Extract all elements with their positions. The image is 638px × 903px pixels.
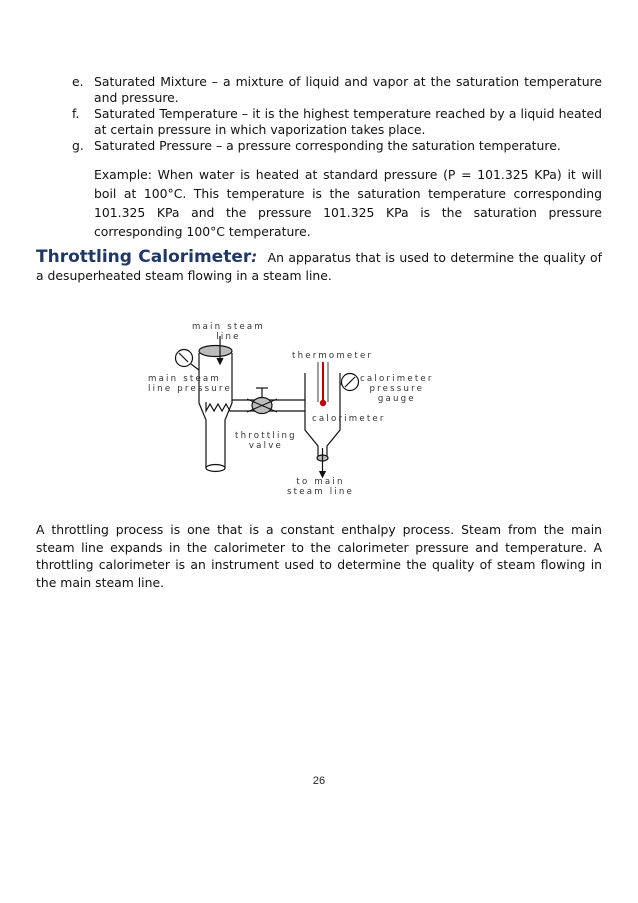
label-thermometer: thermometer xyxy=(292,351,374,361)
label-main-steam-line: main steam line xyxy=(192,322,265,342)
main-gauge-connector xyxy=(191,364,199,370)
list-marker: g. xyxy=(72,138,84,153)
section-throttling-calorimeter xyxy=(36,248,602,285)
list-item-e xyxy=(72,74,602,106)
list-item-g xyxy=(72,138,602,154)
list-text: Saturated Mixture – a mixture of liquid and vapor at the saturation temperature and pressure. xyxy=(94,74,602,106)
label-main-steam-line-pressure: main steam line pressure xyxy=(148,374,232,394)
page-number: 26 xyxy=(312,775,326,787)
section-definition: An apparatus that is used to determine the quality of a desuperheated steam flowing in a steam line. xyxy=(36,250,602,283)
throttling-calorimeter-diagram xyxy=(140,318,460,503)
thermometer-bulb xyxy=(320,400,326,406)
label-throttling-valve: throttling valve xyxy=(235,431,297,451)
section-heading: Throttling Calorimeter xyxy=(36,247,252,267)
list-text: Saturated Pressure – a pressure corresponding the saturation temperature. xyxy=(94,138,561,153)
steam-vessel-bottom xyxy=(206,465,225,472)
diagram-drawing xyxy=(140,318,460,503)
main-steam-arrowhead xyxy=(217,358,223,364)
label-calorimeter-pressure-gauge: calorimeter pressure gauge xyxy=(360,374,434,404)
example-paragraph: Example: When water is heated at standard pressure (P = 101.325 KPa) it will boil at 100°C. This temperature is the saturation temperature corresponding 101.325 KPa and the pressure 101.325 KPa is the saturation pressure corresponding 100°C temperature. xyxy=(94,167,602,239)
label-to-main-steam-line: to main steam line xyxy=(287,477,355,497)
steam-vessel-top xyxy=(199,346,232,357)
section-colon: : xyxy=(251,248,258,266)
list-text: Saturated Temperature – it is the highest temperature reached by a liquid heated at certain pressure in which vaporization takes place. xyxy=(94,106,602,138)
list-marker: f. xyxy=(72,106,80,121)
sampling-nozzle xyxy=(206,402,232,411)
list-item-f xyxy=(72,106,602,138)
list-marker: e. xyxy=(72,74,84,89)
steam-vessel-left-wall xyxy=(199,353,206,468)
label-calorimeter: calorimeter xyxy=(312,414,386,424)
body-paragraph: A throttling process is one that is a constant enthalpy process. Steam from the main steam line expands in the calorimeter to the calorimeter pressure and temperature. A throttling calorimeter is an instrument used to determine the quality of steam flowing in the main steam line. xyxy=(36,522,602,590)
